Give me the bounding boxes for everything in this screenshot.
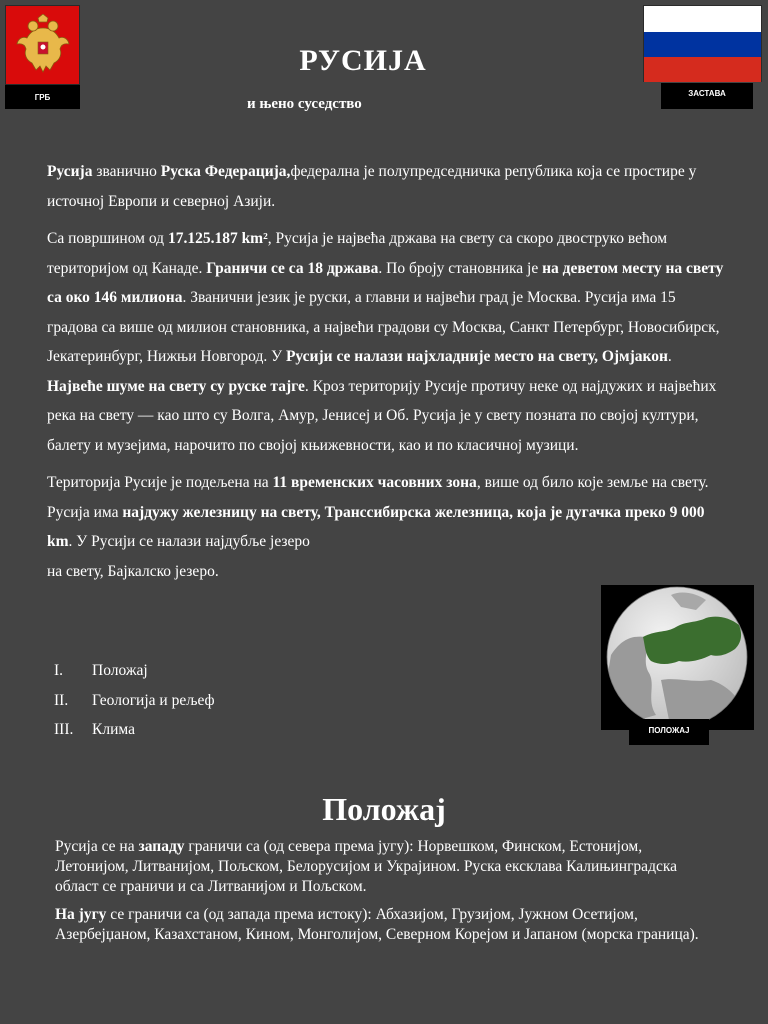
toc-item-polozaj[interactable] [47, 656, 215, 686]
flag-caption: ЗАСТАВА [661, 83, 753, 109]
toc-number: III. [54, 721, 74, 738]
bold-text: Руска Федерација, [160, 163, 291, 180]
bold-text: Граничи се са 18 држава [206, 259, 379, 277]
toc-number: I. [54, 662, 64, 679]
double-headed-eagle-icon [14, 14, 72, 78]
toc-item-klima[interactable] [47, 715, 215, 745]
bold-text: западу [138, 838, 185, 855]
intro-paragraph-2 [47, 224, 727, 460]
page-subtitle: и њено суседство [247, 96, 362, 112]
bold-text: на деветом месту на свету са око 146 милиона [47, 259, 724, 306]
text: . [667, 348, 672, 365]
bold-text: Русији се налази најхладније место на свету, Ојмјакон [285, 348, 668, 365]
section-polozaj-content [55, 837, 705, 953]
text: Територија Русије је подељена на [47, 474, 273, 491]
text: , Русија је највећа држава на свету са скоро двоструко већом територијом од Канаде. [47, 230, 668, 277]
section-paragraph-2 [55, 905, 705, 945]
section-paragraph-1 [55, 837, 705, 897]
coat-of-arms-image [5, 5, 80, 85]
flag [643, 5, 762, 82]
text: се граничи са (од запада према истоку): Абхазијом, Грузијом, Јужном Осетијом, Азербејџаном, Казахстаном, Кином, Монголијом, Северном Корејом и Јапаном (морска граница). [55, 906, 699, 943]
russian-flag-image [643, 5, 762, 82]
toc-number: II. [54, 691, 69, 709]
toc-item-geologija[interactable] [47, 686, 215, 716]
text: званично [92, 163, 161, 180]
intro-paragraph-3 [47, 468, 717, 586]
text: Русија се на [55, 838, 139, 855]
text: . По броју становника је [378, 259, 543, 277]
toc-label: Положај [92, 662, 148, 679]
location-globe-image [601, 585, 754, 730]
text: . У Русији се налази најдубље језеро [68, 533, 310, 550]
bold-text: Русија [47, 163, 93, 180]
intro-paragraph-1 [47, 157, 727, 216]
intro-content [47, 157, 727, 594]
bold-text: Највеће шуме на свету су руске тајге [47, 377, 305, 395]
globe-caption: ПОЛОЖАЈ [629, 719, 709, 745]
section-title-polozaj: Положај [322, 791, 446, 827]
coat-of-arms-caption: ГРБ [5, 85, 80, 109]
toc-label: Геологија и рељеф [92, 691, 215, 709]
bold-text: На југу [55, 906, 107, 923]
coat-of-arms [5, 5, 80, 109]
text: , више од било које земље на свету. Русија има [47, 474, 709, 521]
table-of-contents [47, 656, 215, 745]
text: граничи са (од севера према југу): Норвешком, Финском, Естонијом, Летонијом, Литванијом, Пољском, Белорусијом и Украјином. Руска ексклава Калињинградска област се граничи и са Литванијом и Пољском. [55, 838, 678, 895]
page-title: РУСИЈА [299, 44, 427, 77]
text: на свету, Бајкалско језеро. [47, 562, 219, 580]
bold-text: 17.125.187 km² [167, 230, 268, 247]
bold-text: 11 временских часовних зона [272, 474, 477, 491]
text: Са површином од [47, 230, 168, 247]
bold-text: најдужу железницу на свету, Транссибирска железница, која је дугачка преко 9 000 km [47, 503, 705, 550]
text: федерална је полупредседничка република која се простире у источној Европи и северној Азији. [47, 163, 697, 210]
text: . Званични језик је руски, а главни и највећи град је Москва. Русија има 15 градова са више од милион становника, а највећи градови су Москва, Санкт Петербург, Новосибирск, Јекатеринбург, Нижњи Новгород. У [47, 289, 720, 365]
text: . Кроз територију Русије протичу неке од најдужих и највећих река на свету — као што су Волга, Амур, Јенисеј и Об. Русија је у свету позната по својој култури, балету и музејима, нарочито по својој књижевности, као и по класичној музици. [47, 377, 717, 454]
toc-label: Клима [92, 721, 135, 738]
globe-map-icon [601, 585, 754, 730]
